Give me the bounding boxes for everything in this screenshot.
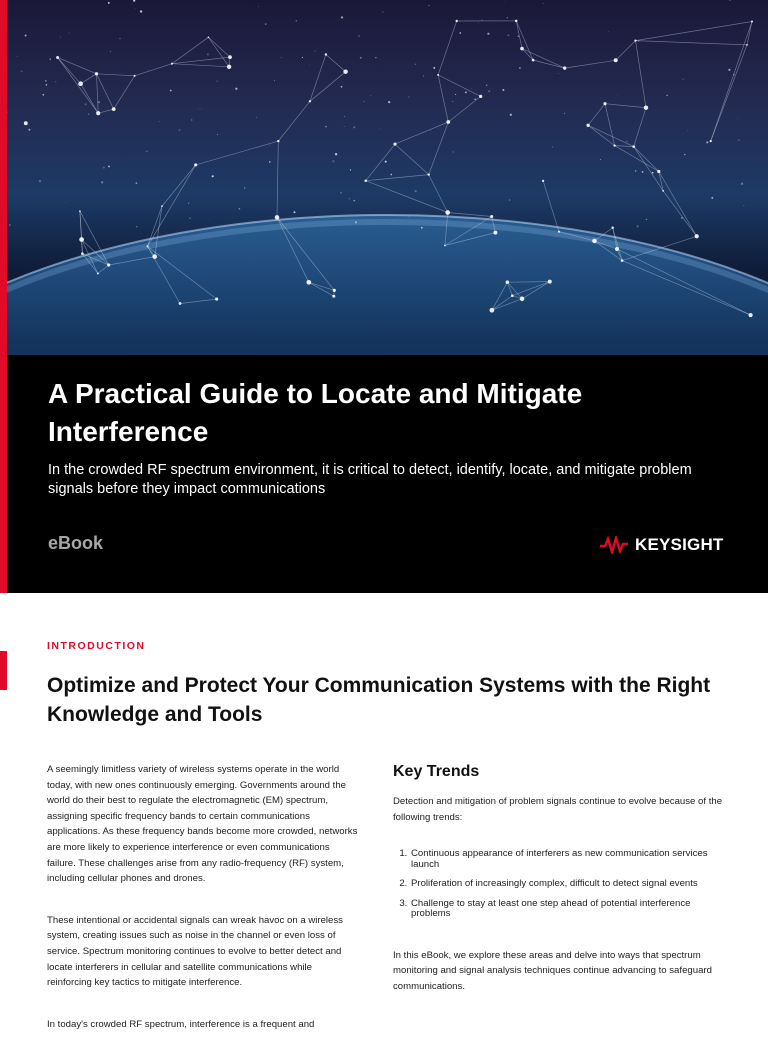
star-dot [637,225,639,227]
star-dot [433,67,435,69]
star-dot [519,67,521,69]
list-item: 2. Proliferation of increasingly complex, difficult to detect signal events [410,879,728,890]
network-link [98,109,114,113]
star-dot [188,203,189,204]
right-column [393,762,728,994]
star-dot [509,199,510,200]
star-dot [45,80,46,81]
star-dot [314,51,315,52]
star-dot [159,121,160,122]
star-dot [119,38,120,39]
section-label: INTRODUCTION [47,640,146,652]
star-dot [239,208,241,210]
network-node [456,20,458,22]
star-dot [487,33,489,35]
star-dot [39,180,41,182]
network-link [58,58,81,84]
network-node [446,120,450,124]
key-trends-intro: Detection and mitigation of problem signals continue to evolve because of the following trends: [393,794,728,825]
network-node [520,297,525,302]
network-node [603,102,606,105]
star-dot [682,79,683,80]
left-column [47,762,359,1058]
network-link [278,101,310,141]
star-dot [478,23,479,24]
star-dot [635,170,637,172]
earth-network-graphic [7,0,768,355]
network-node [81,252,84,255]
star-dot [428,5,429,6]
star-dot [269,145,270,146]
trends-list [393,849,728,920]
network-node [56,56,59,59]
network-node [343,69,348,74]
network-link [208,37,230,57]
star-dot [375,57,376,58]
star-dot [666,95,667,96]
star-dot [256,117,257,118]
star-dot [49,58,51,60]
star-dot [344,116,345,117]
star-dot [189,218,190,219]
network-link [448,96,480,122]
star-dot [415,64,416,65]
star-dot [370,95,371,96]
star-dot [200,109,201,110]
network-node [107,263,110,266]
star-dot [103,167,105,169]
network-node [621,259,624,262]
star-dot [265,23,267,25]
network-link [634,147,664,191]
star-dot [349,198,350,199]
star-dot [743,205,744,206]
star-dot [642,171,644,173]
star-dot [55,81,56,82]
star-dot [452,101,453,102]
network-node [179,302,182,305]
network-link [172,57,230,64]
list-item: 3. Challenge to stay at least one step ahead of potential interference problems [410,899,728,920]
star-dot [353,200,355,202]
star-dot [179,129,181,131]
network-node [208,36,210,38]
star-dot [737,118,738,119]
network-node [506,280,510,284]
network-node [644,106,648,110]
star-dot [455,94,456,95]
star-dot [148,70,149,71]
star-dot [738,140,739,141]
star-dot [332,160,334,162]
network-node [227,65,231,69]
network-node [171,63,173,65]
star-dot [502,89,504,91]
star-dot [21,70,23,72]
network-node [78,81,83,86]
network-link [615,146,634,147]
star-dot [453,151,454,152]
network-node [548,280,552,284]
star-dot [474,98,475,99]
network-link [516,21,533,60]
star-dot [388,101,390,103]
network-link [616,41,636,61]
network-node [542,180,544,182]
network-link [172,37,209,63]
paragraph-3: In today's crowded RF spectrum, interference is a frequent and [47,1017,359,1033]
star-dot [558,73,559,74]
star-dot [380,129,381,130]
star-dot [729,0,730,1]
network-node [445,210,450,215]
star-dot [471,88,472,89]
star-dot [741,183,743,185]
star-dot [385,161,387,163]
star-dot [344,126,345,127]
network-link [438,75,448,122]
star-dot [69,33,70,34]
star-dot [191,119,193,121]
network-node [444,245,446,247]
network-node [632,145,635,148]
network-node [277,140,279,142]
network-link [81,84,99,114]
network-link [522,49,533,61]
network-node [634,39,636,41]
logo-wordmark: KEYSIGHT [635,535,724,555]
network-link [634,108,646,147]
document-subtitle: In the crowded RF spectrum environment, it is critical to detect, identify, locate, and mitigate problem signals before they impact communications [48,461,728,499]
network-link [326,55,346,72]
network-link [395,122,448,144]
network-node [134,75,136,77]
network-link [533,60,565,68]
star-dot [341,16,343,18]
star-dot [486,85,487,86]
network-node [749,313,753,317]
network-node [79,237,84,242]
star-dot [9,224,11,226]
network-node [558,231,560,233]
star-dot [363,101,364,102]
star-dot [135,8,136,9]
network-link [395,144,429,175]
star-dot [415,190,417,192]
star-dot [217,81,218,82]
star-dot [235,88,237,90]
network-node [428,173,430,175]
network-link [565,60,616,68]
network-link [438,21,457,75]
network-link [636,41,748,45]
star-dot [136,226,137,227]
title-banner [7,355,768,593]
star-dot [325,126,327,128]
network-link [711,45,747,141]
paragraph-1: A seemingly limitless variety of wireless systems operate in the world today, with new ones continuously emerging. Governments around the world do their best to regulate the electromagnetic (EM) spectrum, assigning specific frequency bands to certain communications applications. As these frequency bands become more crowded, networks are more likely to experience interference or even communications failure. These challenges arise from any radio-frequency (RF) system, including cellular phones and drones. [47,762,359,887]
network-node [490,215,493,218]
network-node [332,295,335,298]
network-node [662,190,664,192]
network-node [614,58,618,62]
star-dot [488,90,490,92]
star-dot [340,192,341,193]
network-node [437,74,439,76]
star-dot [728,69,730,71]
star-dot [296,20,298,22]
star-dot [390,174,392,176]
network-node [228,55,232,59]
network-node [751,21,753,23]
star-dot [42,94,44,96]
star-dot [210,220,211,221]
network-node [511,294,514,297]
network-link [605,104,646,108]
star-dot [459,32,461,34]
star-dot [360,57,362,59]
network-link [135,64,172,76]
star-dot [170,90,172,92]
star-dot [510,114,512,116]
star-dot [626,141,628,143]
star-dot [652,172,654,174]
star-dot [108,2,110,4]
star-dot [617,94,618,95]
star-dot [608,31,609,32]
network-node [275,215,280,220]
star-dot [353,126,355,128]
star-dot [465,91,467,93]
star-dot [140,10,142,12]
star-dot [481,19,482,20]
keysight-wave-icon [599,536,629,554]
star-dot [335,153,337,155]
star-dot [146,151,147,152]
network-node [333,289,336,292]
network-node [96,111,100,115]
star-dot [281,57,282,58]
star-dot [136,182,138,184]
star-dot [421,227,423,229]
star-dot [88,114,89,115]
star-dot [408,97,409,98]
key-trends-outro: In this eBook, we explore these areas and delve into ways that spectrum monitoring and signal analysis techniques continue advancing to safeguard communications. [393,948,728,995]
star-dot [507,34,509,36]
network-node [611,226,613,228]
network-node [520,47,524,51]
network-node [493,231,497,235]
star-dot [409,217,410,218]
star-dot [355,221,357,223]
star-dot [706,141,708,143]
star-dot [46,84,47,85]
star-dot [711,197,713,199]
network-node [695,234,699,238]
star-dot [600,159,601,160]
section-heading: Optimize and Protect Your Communication Systems with the Right Knowledge and Tools [47,671,737,729]
star-dot [7,111,8,112]
star-dot [564,113,565,114]
network-link [516,21,522,49]
star-dot [85,103,87,105]
list-item: 1. Continuous appearance of interferers as new communication services launch [410,849,728,870]
star-dot [423,76,424,77]
network-link [97,74,99,113]
network-link [522,49,565,69]
network-link [588,104,605,126]
network-node [161,205,163,207]
star-dot [687,130,688,131]
network-link [438,75,481,97]
network-node [592,239,597,244]
star-dot [110,51,111,52]
star-dot [382,11,383,12]
star-dot [212,175,214,177]
star-dot [507,17,509,19]
star-dot [552,146,553,147]
network-node [746,44,748,46]
network-node [657,170,660,173]
network-node [306,280,311,285]
star-dot [543,3,544,4]
network-node [194,163,197,166]
network-node [112,107,116,111]
star-dot [269,161,271,163]
star-dot [25,35,27,37]
star-dot [101,181,103,183]
network-link [114,76,135,109]
star-dot [217,134,218,135]
network-node [710,140,712,142]
network-node [97,273,99,275]
star-dot [302,57,303,58]
star-dot [65,202,66,203]
network-node [24,121,28,125]
network-node [325,53,327,55]
network-node [479,95,482,98]
network-node [309,100,311,102]
network-link [172,64,229,67]
network-node [95,72,98,75]
star-dot [505,1,506,2]
network-node [563,66,566,69]
network-link [636,41,647,108]
network-link [711,22,752,142]
star-dot [108,166,110,168]
network-link [208,37,229,67]
accent-bar-top [0,0,7,593]
network-node [152,254,157,259]
star-dot [684,154,685,155]
network-link [97,74,135,76]
star-dot [681,217,682,218]
key-trends-heading: Key Trends [393,762,728,782]
star-dot [28,129,30,131]
star-dot [60,37,61,38]
network-node [615,247,619,251]
network-node [79,210,81,212]
star-dot [258,6,259,7]
star-dot [350,169,351,170]
network-node [515,20,518,23]
network-node [490,308,495,313]
accent-bar-section [0,651,7,690]
network-node [613,144,615,146]
star-dot [646,219,647,220]
star-dot [244,187,245,188]
network-node [364,179,367,182]
network-link [429,122,449,175]
network-node [532,59,535,62]
network-node [215,298,218,301]
star-dot [207,53,209,55]
network-node [393,143,396,146]
paragraph-2: These intentional or accidental signals can wreak havoc on a wireless system, creating issues such as noise in the channel or even loss of service. Spectrum monitoring continues to evolve to better detect and locate interferers in cellular and satellite communications while reinforcing key tactics to mitigate interference. [47,913,359,991]
star-dot [309,65,310,66]
network-node [586,124,589,127]
keysight-logo [599,535,724,555]
star-dot [133,0,135,2]
network-node [147,245,149,247]
star-dot [274,80,275,81]
star-dot [294,211,296,213]
star-dot [341,86,343,88]
network-link [636,22,753,41]
network-link [97,74,114,109]
star-dot [358,35,359,36]
network-link [196,141,279,165]
hero-image [7,0,768,355]
ebook-tag: eBook [48,533,103,554]
star-dot [430,130,431,131]
star-dot [17,56,18,57]
star-dot [231,229,232,230]
network-link [81,74,97,84]
document-title: A Practical Guide to Locate and Mitigate Interference [48,375,728,451]
